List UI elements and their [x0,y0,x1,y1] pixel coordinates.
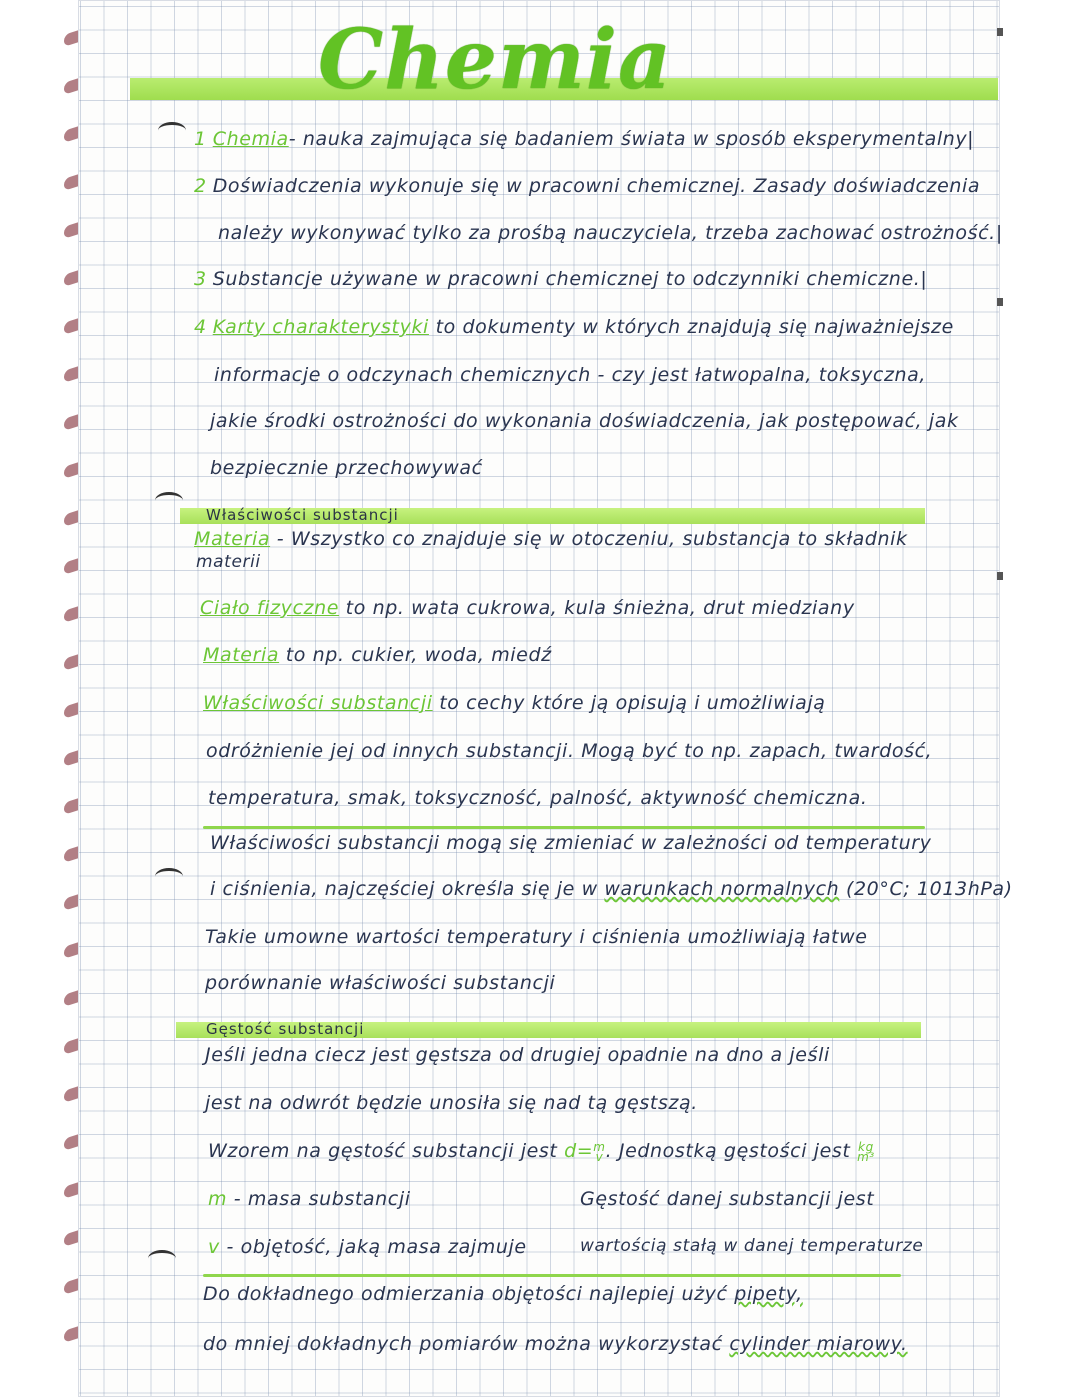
note-line-2: 2 Doświadczenia wykonuje się w pracowni chemicznej. Zasady doświadczenia [194,175,981,197]
divider-rule [203,1274,901,1277]
note-line-4: 3 Substancje używane w pracowni chemicznej to odczynniki chemiczne.| [194,268,928,290]
page-edge-mark [997,572,1003,580]
unit-fraction: kg m³ [857,1139,875,1164]
section-heading: Gęstość substancji [206,1020,365,1038]
note-line-12: Materia to np. cukier, woda, miedź [203,644,552,666]
note-line-7: jakie środki ostrożności do wykonania doświadczenia, jak postępować, jak [210,410,959,432]
note-line-23-right: Gęstość danej substancji jest [580,1188,875,1210]
note-line-26: do mniej dokładnych pomiarów można wykorzystać cylinder miarowy. [203,1333,908,1355]
note-line-21: jest na odwrót będzie unosiła się nad tą gęstszą. [205,1092,698,1114]
page-edge-mark [997,28,1003,36]
note-line-17: i ciśnienia, najczęściej określa się je w warunkach normalnych (20°C; 1013hPa) [210,878,1013,900]
note-line-9: Materia - Wszystko co znajduje się w otoczeniu, substancja to składnik [194,528,908,550]
page-title: Chemia [318,12,673,108]
note-line-19: porównanie właściwości substancji [205,972,556,994]
note-line-14: odróżnienie jej od innych substancji. Mogą być to np. zapach, twardość, [206,740,933,762]
page-edge-mark [997,298,1003,306]
margin-bracket [155,868,183,885]
note-line-11: Ciało fizyczne to np. wata cukrowa, kula śnieżna, drut miedziany [200,597,855,619]
margin-bracket [148,1250,176,1267]
note-line-5: 4 Karty charakterystyki to dokumenty w których znajdują się najważniejsze [194,316,954,338]
note-line-13: Właściwości substancji to cechy które ją opisują i umożliwiają [203,692,826,714]
note-line-25: Do dokładnego odmierzania objętości najlepiej użyć pipety, [203,1283,803,1305]
note-line-6: informacje o odczynach chemicznych - czy jest łatwopalna, toksyczna, [214,364,927,386]
density-formula: d= [564,1140,594,1162]
margin-bracket [155,492,183,509]
formula-fraction: m v [593,1139,606,1164]
note-line-3: należy wykonywać tylko za prośbą nauczyciela, trzeba zachować ostrożność.| [218,222,1003,244]
note-line-24: v - objętość, jaką masa zajmuje [208,1236,527,1258]
note-line-15: temperatura, smak, toksyczność, palność, aktywność chemiczna. [208,787,868,809]
note-line-10: materii [196,552,261,572]
margin-bracket [158,122,186,139]
divider-rule [203,826,925,829]
note-line-20: Jeśli jedna ciecz jest gęstsza od drugiej opadnie na dno a jeśli [205,1044,830,1066]
note-line-1: 1 Chemia- nauka zajmująca się badaniem świata w sposób eksperymentalny| [194,128,975,150]
note-line-8: bezpiecznie przechowywać [210,457,483,479]
note-line-18: Takie umowne wartości temperatury i ciśnienia umożliwiają łatwe [205,926,868,948]
section-heading: Właściwości substancji [206,506,399,524]
note-line-23: m - masa substancji [208,1188,411,1210]
note-line-24-right: wartością stałą w danej temperaturze [580,1236,924,1256]
note-line-22: Wzorem na gęstość substancji jest d=m v . Jednostką gęstości jest kg m³ [208,1139,875,1164]
note-line-16: Właściwości substancji mogą się zmieniać w zależności od temperatury [210,832,932,854]
